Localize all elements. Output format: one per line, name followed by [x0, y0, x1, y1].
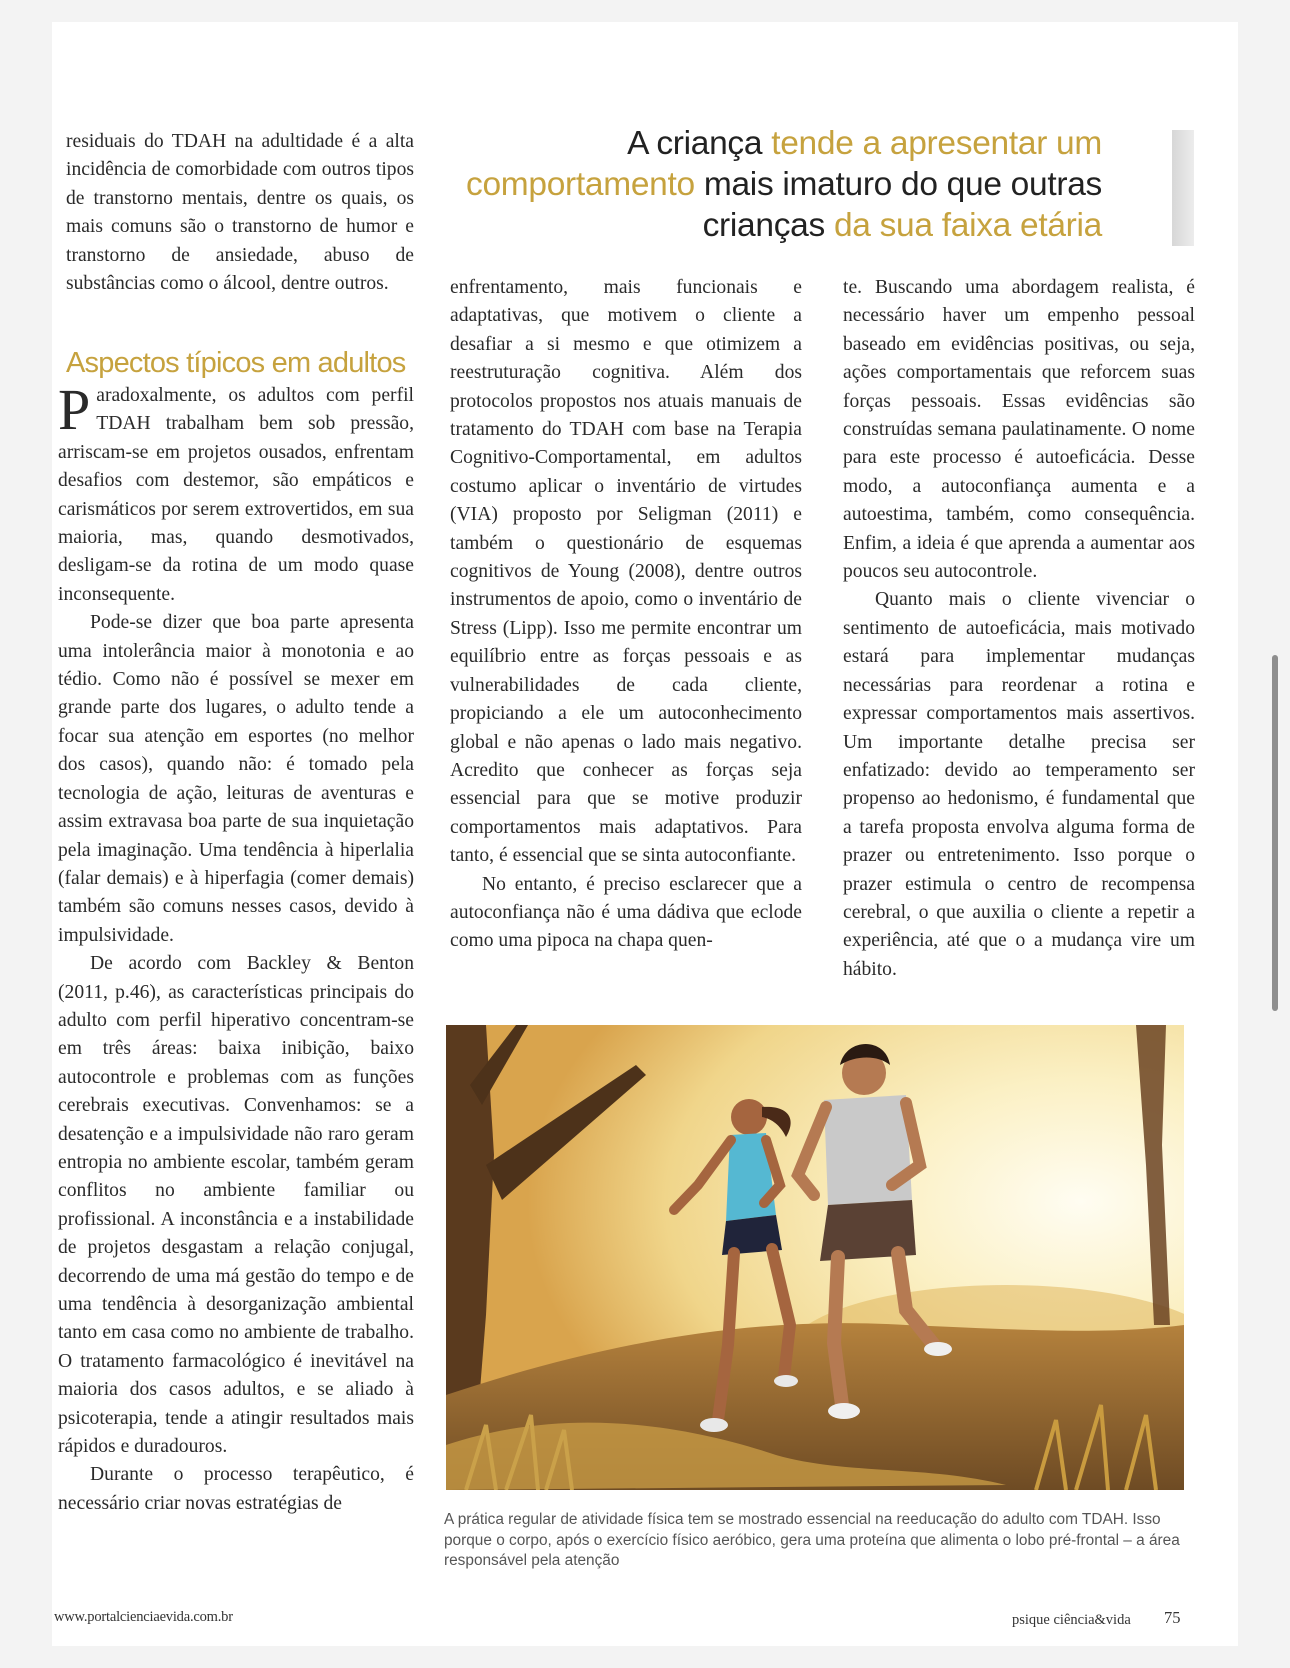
pull-quote — [462, 123, 1102, 246]
column-3 — [843, 274, 1195, 984]
paragraph-7: te. Buscando uma abordagem realista, é necessário haver um empenho pessoal baseado em evidências positivas, ou seja, ações comportamentais que reforcem suas forças pessoais. Essas evidências são construídas semana paulatinamente. O nome para este processo é autoeficácia. Desse modo, a autoconfiança aumenta e a autoestima, também, como consequência. Enfim, a ideia é que aprenda a aumentar aos poucos seu autocontrole. — [843, 277, 1195, 583]
paragraph-5: enfrentamento, mais funcionais e adaptativas, que motivem o cliente a desafiar a si mesmo e que otimizem a reestruturação cognitiva. Além dos protocolos propostos nos atuais manuais de tratamento do TDAH com base na Terapia Cognitivo-Comportamental, em adultos costumo aplicar o inventário de virtudes (VIA) proposto por Seligman (2011) e também o questionário de esquemas cognitivos de Young (2008), dentre outros instrumentos de apoio, como o inventário de Stress (Lipp). Isso me permite encontrar um equilíbrio entre as forças pessoais e as vulnerabilidades de cada cliente, propiciando a ele um autoconhecimento global e não apenas o lado mais negativo. Acredito que conhecer as forças seja essencial para que se motive produzir comportamentos mais adaptativos. Para tanto, é essencial que se sinta autoconfiante. — [450, 277, 802, 867]
pull-quote-seg3: mais imaturo do que outras crianças — [694, 166, 1102, 244]
paragraph-6: No entanto, é preciso esclarecer que a autoconfiança não é uma dádiva que eclode como uma pipoca na chapa quen- — [450, 873, 802, 952]
section-heading: Aspectos típicos em adultos — [66, 347, 406, 379]
footer-website-url: www.portalcienciaevida.com.br — [54, 1609, 233, 1625]
photo-caption: A prática regular de atividade física tem se mostrado essencial na reeducação do adulto com TDAH. Isso porque o corpo, após o exercício físico aeróbico, gera uma proteína que alimenta o lobo pré-frontal – a área responsável pela atenção — [444, 1511, 1180, 1569]
footer-magazine-name: psique ciência&vida — [1012, 1612, 1131, 1628]
dropcap: P — [58, 377, 91, 442]
page-number: 75 — [1164, 1608, 1181, 1627]
column-1 — [58, 377, 414, 1518]
scrollbar-thumb[interactable] — [1272, 655, 1278, 1011]
paragraph-1 — [58, 377, 414, 609]
paragraph-1-text: aradoxalmente, os adultos com perfil TDAH trabalham bem sob pressão, arriscam-se em projetos ousados, enfrentam desafios com destemor, são empáticos e carismáticos por serem extrovertidos, em sua maioria, mas, quando desmotivados, desligam-se da rotina de um modo quase inconsequente. — [58, 385, 414, 605]
column-1-intro — [66, 128, 414, 298]
paragraph-8: Quanto mais o cliente vivenciar o sentimento de autoeficácia, mais motivado estará para implementar mudanças necessárias para reordenar a rotina e expressar comportamentos mais assertivos. Um importante detalhe precisa ser enfatizado: devido ao temperamento ser propenso ao hedonismo, é fundamental que a tarefa proposta envolva alguma forma de prazer ou entretenimento. Isso porque o prazer estimula o centro de recompensa cerebral, o que auxilia o cliente a repetir a experiência, até que o a mudança vire um hábito. — [843, 589, 1195, 980]
intro-paragraph: residuais do TDAH na adultidade é a alta incidência de comorbidade com outros tipos de transtorno mentais, dentre os quais, os mais comuns são o transtorno de humor e transtorno de ansiedade, abuso de substâncias como o álcool, dentre outros. — [66, 131, 414, 295]
column-2 — [450, 274, 802, 956]
pull-quote-highlight-1: tende a apresentar um comportamento — [466, 125, 1102, 203]
paragraph-2: Pode-se dizer que boa parte apresenta uma intolerância maior à monotonia e ao tédio. Como não é possível se mexer em grande parte dos lugares, o adulto tende a focar sua atenção em esportes (no melhor dos casos), quando não: é tomado pela tecnologia de ação, leituras de aventuras e assim extravasa boa parte de sua inquietação pela imaginação. Uma tendência à hiperlalia (falar demais) e à hiperfagia (comer demais) também são comuns nesses casos, devido à impulsividade. — [58, 612, 414, 946]
paragraph-4: Durante o processo terapêutico, é necessário criar novas estratégias de — [58, 1464, 414, 1514]
pull-quote-seg1: A criança — [627, 125, 772, 162]
pull-quote-bar — [1172, 130, 1194, 246]
paragraph-3: De acordo com Backley & Benton (2011, p.46), as características principais do adulto com perfil hiperativo concentram-se em três áreas: baixa inibição, baixo autocontrole e problemas com as funções cerebrais executivas. Convenhamos: se a desatenção e a impulsividade não raro geram entropia no ambiente escolar, também geram conflitos no ambiente familiar ou profissional. A inconstância e a instabilidade de projetos desgastam a relação conjugal, decorrendo de uma má gestão do tempo e de uma tendência à desorganização ambiental tanto em casa como no ambiente de trabalho. O tratamento farmacológico é inevitável na maioria dos casos adultos, e se aliado à psicoterapia, tende a atingir resultados mais rápidos e duradouros. — [58, 953, 414, 1458]
runners-photo — [446, 1025, 1184, 1490]
pull-quote-highlight-2: da sua faixa etária — [833, 207, 1102, 244]
